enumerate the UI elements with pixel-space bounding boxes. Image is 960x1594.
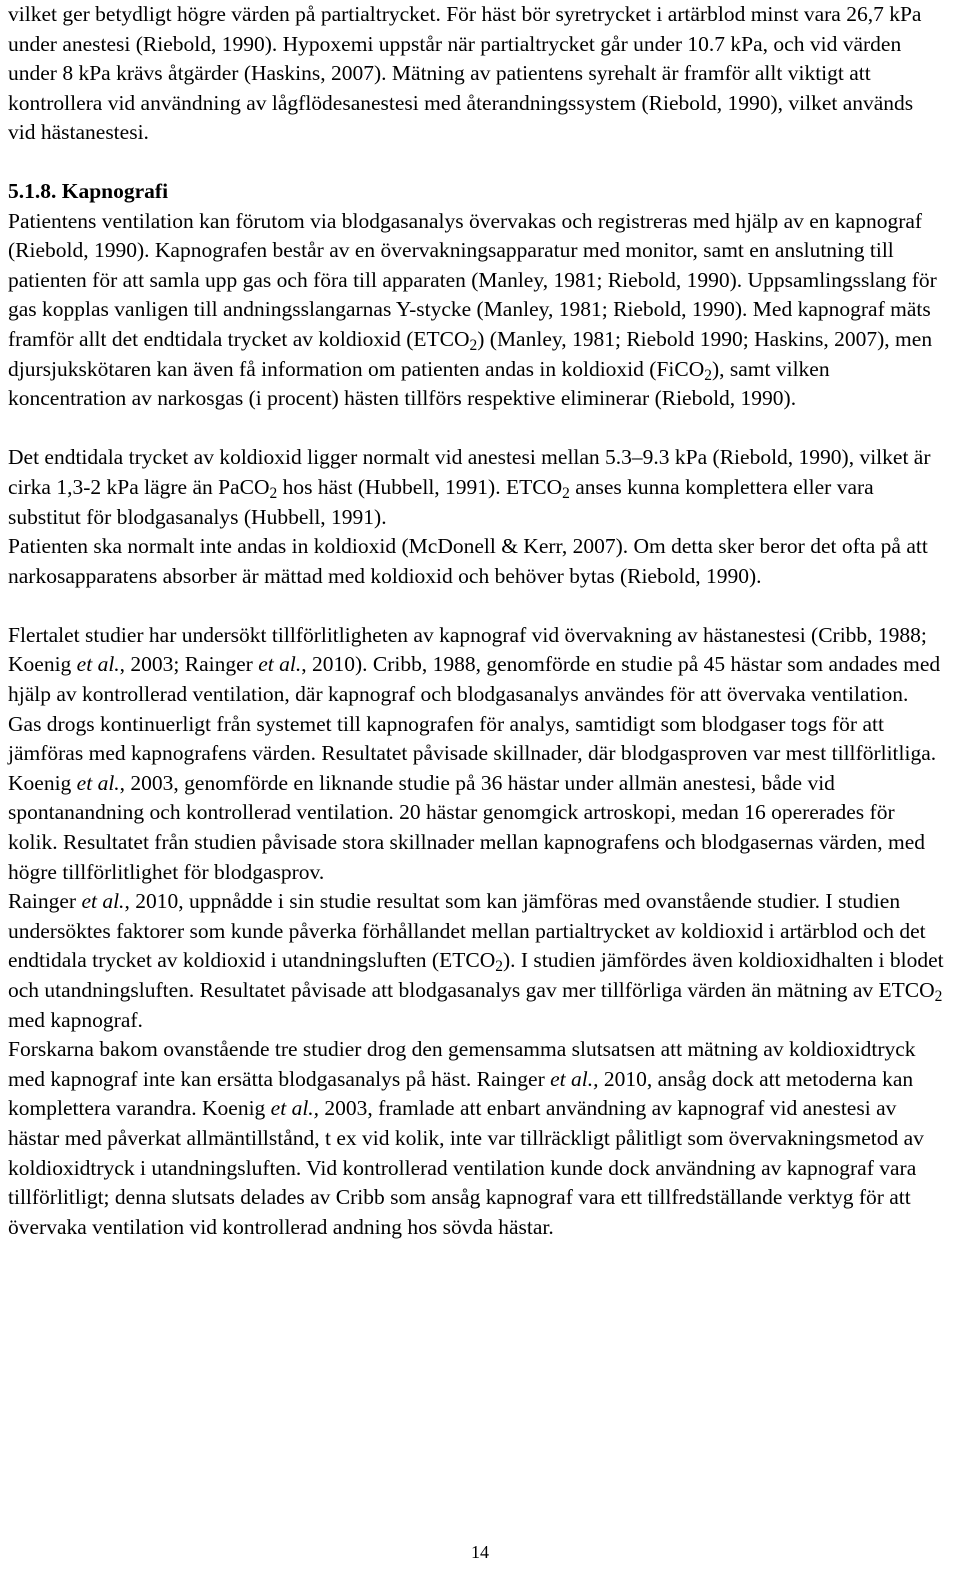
italic-et-al: et al.	[81, 889, 125, 914]
text-run: , 2003, genomförde en liknande studie på 36 hästar under allmän anestesi, både vid spontanandning och kontrollerad ventilation. 20 hästar genomgick artroskopi, medan 16 opererades för kolik. Resultatet från studien påvisade stora skillnader mellan kapnografens och blodgasernas värden, med högre tillförlitlighet för blodgasprov.	[8, 770, 926, 884]
text-run: 2010, ansåg dock att metoderna kan komplettera varandra. Koenig	[8, 1066, 914, 1121]
text-run: ) (Manley, 1981; Riebold 1990; Haskins, 2007), men djursjukskötaren kan även få information om patienten andas in koldioxid (FiCO	[8, 326, 933, 381]
paragraph-koenig-study	[8, 769, 944, 887]
paragraph-studies-overview	[8, 621, 944, 769]
subscript: 2	[704, 366, 712, 384]
text-run: Patientens ventilation kan förutom via blodgasanalys övervakas och registreras med hjälp av en kapnograf (Riebold, 1990). Kapnografen består av en övervakningsapparatur med monitor, samt en anslutning till patienten för att samla upp gas och föra till apparaten (Manley, 1981; Riebold, 1990). Uppsamlingsslang för gas kopplas vanligen till andningsslangarnas Y-stycke (Manley, 1981; Riebold, 1990). Med kapnograf mäts framför allt det endtidala trycket av koldioxid (ETCO	[8, 208, 937, 351]
paragraph-conclusions	[8, 1035, 944, 1242]
italic-et-al: et al.,	[270, 1096, 320, 1121]
text-run: , 2003; Rainger	[119, 652, 259, 677]
subscript: 2	[495, 958, 503, 976]
italic-et-al: et al.,	[550, 1066, 599, 1091]
page-number: 14	[471, 1542, 489, 1562]
text-run: Rainger	[8, 889, 82, 914]
text-run: anses kunna komplettera eller vara substitut för blodgasanalys (Hubbell, 1991).	[8, 474, 874, 529]
text-run: , 2010). Cribb, 1988, genomförde en studie på 45 hästar som andades med hjälp av kontrollerad ventilation, där kapnograf och blodgasanalys användes för att övervaka ventilation. Gas drogs kontinuerligt från systemet till kapnografen för analys, samtidigt som blodgaser togs för att jämföras med kapnografens värden. Resultatet påvisade skillnader, där blodgasproven var mest tillförlitliga.	[8, 652, 941, 766]
paragraph-inhaled-co2: Patienten ska normalt inte andas in koldioxid (McDonell & Kerr, 2007). Om detta sker beror det ofta på att narkosapparatens absorber är mättad med koldioxid och behöver bytas (Riebold, 1990).	[8, 534, 928, 588]
paragraph-endtidal-pressure	[8, 443, 944, 532]
text-run: , 2010, uppnådde i sin studie resultat som kan jämföras med ovanstående studier. I studien undersöktes faktorer som kunde påverka förhållandet mellan partialtrycket av koldioxid i artärblod och det endtidala trycket av koldioxid i utandningsluften (ETCO	[8, 889, 926, 973]
subscript: 2	[269, 484, 278, 502]
paragraph-kapnograf-intro	[8, 207, 944, 414]
text-run: med kapnograf.	[8, 1007, 143, 1032]
paragraph-oxygen: vilket ger betydligt högre värden på partialtrycket. För häst bör syretrycket i artärblod minst vara 26,7 kPa under anestesi (Riebold, 1990). Hypoxemi uppstår när partialtrycket går under 10.7 kPa, och vid värden under 8 kPa krävs åtgärder (Haskins, 2007). Mätning av patientens syrehalt är framför allt viktigt att kontrollera vid användning av lågflödesanestesi med återandningssystem (Riebold, 1990), vilket används vid hästanestesi.	[8, 2, 922, 145]
text-run: hos häst (Hubbell, 1991). ETCO	[277, 474, 563, 499]
italic-et-al: et al.	[76, 652, 120, 677]
text-run: Flertalet studier har undersökt tillförlitligheten av kapnograf vid övervakning av hästanestesi (Cribb, 1988; Koenig	[8, 622, 927, 677]
subscript: 2	[469, 336, 478, 354]
text-run: Koenig	[8, 770, 77, 795]
text-run: ). I studien jämfördes även koldioxidhalten i blodet och utandningsluften. Resultatet påvisade att blodgasanalys gav mer tillförliga värden än mätning av ETCO	[8, 948, 944, 1002]
italic-et-al: et al.	[258, 652, 302, 677]
section-heading-kapnografi: 5.1.8. Kapnografi	[8, 178, 169, 203]
paragraph-rainger-study	[8, 887, 944, 1035]
document-page	[8, 0, 944, 1242]
italic-et-al: et al.	[76, 770, 120, 795]
text-run: ), samt vilken koncentration av narkosgas (i procent) hästen tillförs respektive eliminerar (Riebold, 1990).	[8, 356, 830, 411]
text-run: 2003, framlade att enbart användning av kapnograf vid anestesi av hästar med påverkat allmäntillstånd, t ex vid kolik, inte var tillräckligt pålitligt som övervakningsmetod av koldioxidtryck i utandningsluften. Vid kontrollerad ventilation kunde dock användning av kapnograf vara tillförlitligt; denna slutsats delades av Cribb som ansåg kapnograf vara ett tillfredställande verktyg för att övervaka ventilation vid kontrollerad andning hos sövda hästar.	[8, 1096, 924, 1239]
subscript: 2	[562, 484, 570, 502]
subscript: 2	[934, 987, 943, 1005]
text-run: Forskarna bakom ovanstående tre studier drog den gemensamma slutsatsen att mätning av koldioxidtryck med kapnograf inte kan ersätta blodgasanalys på häst. Rainger	[8, 1037, 916, 1091]
text-run: Det endtidala trycket av koldioxid ligger normalt vid anestesi mellan 5.3–9.3 kPa (Riebold, 1990), vilket är cirka 1,3-2 kPa lägre än PaCO	[8, 445, 931, 499]
